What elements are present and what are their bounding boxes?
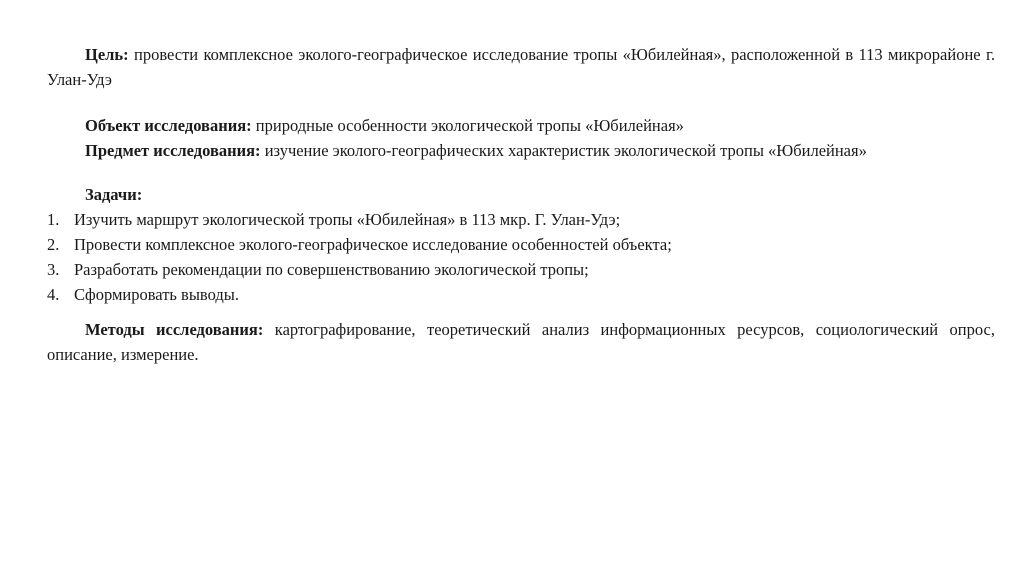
tasks-heading: Задачи: — [85, 185, 143, 204]
list-item — [47, 232, 995, 257]
object-text: природные особенности экологической тропы «Юбилейная» — [251, 116, 684, 135]
goal-text: провести комплексное эколого-географическое исследование тропы «Юбилейная», расположенной в 113 микрорайоне г. Улан-Удэ — [47, 45, 995, 89]
list-item — [47, 207, 995, 232]
methods-text: картографирование, теоретический анализ информационных ресурсов, социологический опрос, описание, измерение. — [47, 320, 995, 364]
object-label: Объект исследования: — [85, 116, 252, 135]
subject-paragraph — [47, 138, 995, 163]
list-item-text: Разработать рекомендации по совершенствованию экологической тропы; — [74, 260, 589, 279]
list-item-text: Изучить маршрут экологической тропы «Юбилейная» в 113 мкр. Г. Улан-Удэ; — [74, 210, 621, 229]
list-item-text: Сформировать выводы. — [74, 285, 239, 304]
list-item-number: 4. — [47, 285, 60, 304]
list-item-text: Провести комплексное эколого-географическое исследование особенностей объекта; — [74, 235, 672, 254]
goal-paragraph — [47, 42, 995, 92]
list-item-number: 1. — [47, 210, 60, 229]
methods-paragraph — [47, 317, 995, 367]
object-paragraph — [47, 113, 995, 138]
list-item-number: 3. — [47, 260, 60, 279]
document-page — [47, 42, 995, 367]
list-item — [47, 257, 995, 282]
subject-text: изучение эколого-географических характеристик экологической тропы «Юбилейная» — [260, 141, 867, 160]
subject-label: Предмет исследования: — [85, 141, 261, 160]
list-item — [47, 282, 995, 307]
tasks-list — [47, 207, 995, 307]
goal-label: Цель: — [85, 45, 129, 64]
methods-label: Методы исследования: — [85, 320, 264, 339]
list-item-number: 2. — [47, 235, 60, 254]
